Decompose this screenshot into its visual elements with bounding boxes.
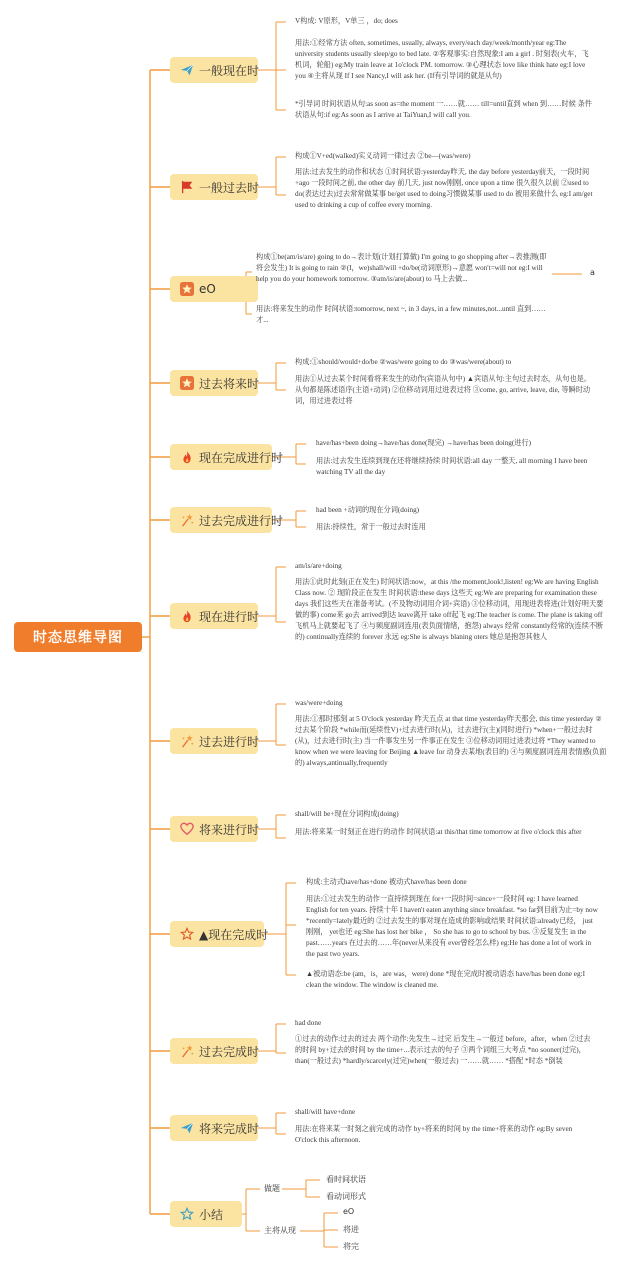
note-text: was/were+doing [295, 699, 343, 707]
sparkle-icon [180, 513, 194, 527]
branch-past-continuous[interactable] [170, 728, 258, 754]
branch-label: 一般过去时 [199, 180, 260, 195]
branch-label: eO [199, 282, 216, 296]
note-text: 构成①V+ed(walked)实义动词一律过去 ②be—(was/were) [295, 152, 471, 160]
branch-future-continuous[interactable] [170, 816, 258, 842]
star-icon [180, 282, 194, 296]
sparkle-icon [180, 1044, 194, 1058]
branch-simple-present[interactable] [170, 57, 258, 83]
summary-sub-label[interactable]: 主将从现 [264, 1226, 296, 1235]
branch-label: 过去完成时 [199, 1044, 260, 1059]
branch-label: 小结 [199, 1207, 224, 1222]
note-text: 用法:在将来某一时刻之前完成的动作 by+将来的时间 by the time+将来的动作 eg:By seven O'clock this afternoon. [295, 1125, 573, 1144]
branch-label: 将来完成时 [199, 1121, 260, 1136]
note-text: had done [295, 1019, 322, 1027]
branch-label: 过去进行时 [199, 734, 260, 749]
branch-label: ▲现在完成时 [199, 927, 269, 942]
branch-simple-future[interactable] [170, 276, 258, 302]
branch-summary[interactable] [170, 1201, 242, 1227]
note-text: 用法①从过去某个时间看将来发生的动作(宾语从句中) ▲宾语从句:主句过去时态，从句也是。从句都是陈述语序(主语+动词) ②位移动词用过进表过将 ③come, go, arrive, leave, die, 等瞬时动词，用过进表过将 [295, 375, 592, 405]
note-text: 用法:过去发生的动作和状态 ①时间状语:yesterday昨天, the day before yesterday前天，一段时间+ago 一段时间之前, the other day 前几天, just now刚刚, once upon a time 很久很久以前 ②used to do(表达过去)过去常常做某事 be/get used to doing习惯做某事 used to do 被用来做什么 eg:I am/get used to drinking a cup of coffee every morning. [295, 168, 593, 209]
branch-label: 现在完成进行时 [199, 450, 284, 465]
note-text: 用法:过去发生连续到现在还将继续持续 时间状语:all day 一整天, all morning I have been watching TV all the day [316, 457, 588, 476]
branch-label: 现在进行时 [199, 609, 260, 624]
branch-label: 一般现在时 [199, 63, 260, 78]
summary-sub-label[interactable]: 做题 [264, 1184, 280, 1193]
note-text: 用法:持续性，常于一般过去时连用 [316, 523, 426, 531]
note-text: 用法:①那时那刻 at 5 O'clock yesterday 昨天五点 at that time yesterday昨天那会, this time yesterday ②过去某个阶段 *while而(延续性V)+过去进行时(从)，过去进行(主)(同时进行) *when+一般过去时(从)，过去进行时(主) 当一件事发生另一件事正在发生 ③位移动词用过进表过将 *They wanted to know when we were leaving for Beijing ▲leave for 动身去某地(表目的) ④与频度副词连用表情感(负面的) always,antinually,frequently [295, 715, 607, 767]
note-text: 构成①be(am/is/are) going to do→表计划(计划打算做) I'm going to go shopping after→表推测(即将会发生) It is going to rain ②(I，we)shall/will +do/be(动词原形)→意愿 won't=will not eg:I will help you do your homework tomorrow. ③am/is/are(about) to 马上去做... [256, 253, 547, 283]
branch-present-perfect-continuous[interactable] [170, 444, 284, 470]
note-text: shall/will be+现在分词构成(doing) [295, 810, 399, 818]
summary-leaf[interactable]: 看时间状语 [326, 1175, 366, 1184]
note-text: ①过去的动作:过去的过去 两个动作:先发生→过完 后发生→一般过 before，after，when ②过去的时间 by+过去的时间 by the time+...表示过去的句子 ③两个词组三大考点 *no sooner(过完)，than(一般过去) *hardly/scarcely(过完)when(一般过去) 一……就…… *搭配 *时态 *倒装 [295, 1035, 591, 1065]
paper-plane-icon [180, 63, 194, 77]
note-text: ▲被动语态:be (am，is，are was，were) done *现在完成时被动语态 have/has been done eg:I clean the window. The window is cleaned me. [306, 970, 585, 989]
summary-leaf[interactable]: eO [343, 1207, 355, 1216]
branch-past-future[interactable] [170, 370, 258, 396]
star-outline-icon [180, 927, 194, 941]
summary-leaf[interactable]: 将完 [343, 1242, 359, 1251]
fire-icon [180, 450, 194, 464]
note-text: 用法①此时此刻(正在发生) 时间状语:now，at this /the moment,look!,listen! eg:We are having English Class now. ② 现阶段正在发生 时间状语:these days 这些天 eg:We are preparing for examination these days 我们这些天在准备考试。(不及物动词用介词+宾语) ③位移动词，用现进表将进(计划好明天要做的事) come来 go去 arrived到达 leave离开 take off起飞 eg:The teacher is come. The plane is taking off 飞机马上就要起飞了 ④与频度副词连用(表负面情绪，抱怨) always 经常 constantly经常的(连续不断的) continually连续的 forever 永远 eg:She is always blaning oters 她总是抱怨其他人 [295, 578, 604, 641]
branch-label: 过去完成进行时 [199, 513, 284, 528]
note-text: *引导词 时间状语从句:as soon as=the moment 一……就…… till=until直到 when 到……时候 条件状语从句:if eg:As soon as I arrive at TaiYuan,I will call you. [295, 100, 592, 119]
note-text: 构成:①should/would+do/be ②was/were going to do ③was/were(about) to [295, 358, 512, 366]
branch-present-continuous[interactable] [170, 603, 258, 629]
note-text: had been +动词的现在分词(doing) [316, 506, 420, 514]
note-text: 用法:将来某一时刻正在进行的动作 时间状语:at this/that time tomorrow at five o'clock this after [295, 828, 582, 836]
branch-label: 过去将来时 [199, 376, 260, 391]
note-text: shall/will have+done [295, 1108, 356, 1116]
branch-present-perfect[interactable] [170, 921, 269, 947]
paper-plane-icon [180, 1121, 194, 1135]
flag-icon [180, 180, 194, 194]
note-text: 用法:将来发生的动作 时间状语:tomorrow, next ~, in 3 days, in a few minutes,not...until 直到……才... [256, 305, 546, 324]
branch-simple-past[interactable] [170, 174, 258, 200]
branch-past-perfect[interactable] [170, 1038, 258, 1064]
branch-future-perfect[interactable] [170, 1115, 258, 1141]
branch-label: 将来进行时 [199, 822, 260, 837]
note-text: 构成:主动式have/has+done 被动式have/has been done [306, 878, 467, 886]
summary-leaf[interactable]: 将进 [343, 1225, 359, 1234]
heart-icon [180, 822, 194, 836]
note-text: V构成: V原形，V单三 ，do; does [295, 17, 398, 25]
root-node[interactable]: 时态思维导图 [14, 622, 142, 652]
note-text: have/has+been doing→have/has done(现完) →have/has been doing(进行) [316, 439, 532, 447]
note-text: 用法:①经常方法 often, sometimes, usually, always, every/each day/week/month/year eg:The university students usually sleep/go to bed late. ②客观事实:自然现象:I am a girl . 时刻表(火车，飞机词，轮船) eg:My train leave at 1o'clock PM. tomorrow. ③心理状态 love like think hate eg:I love you ④主将从现 If I see Nancy,I will ask her. (If有引导词的就是从句) [295, 39, 589, 80]
note-text: am/is/are+doing [295, 562, 342, 570]
sparkle-icon [180, 734, 194, 748]
summary-leaf[interactable]: 看动词形式 [326, 1192, 366, 1201]
branch-past-perfect-continuous[interactable] [170, 507, 284, 533]
note-text: 用法:①过去发生的动作一直持续到现在 for+一段时间=since+一段时间 eg: I have learned English for ten years. 持续十年 I haven't eaten anything since breakfast. *so far到目前为止=by now *recently=lately最近的 ②过去发生的事对现在造成的影响或结果 时间状语:already已经， just刚刚， yet也还 eg:She has lost her bike ， So she has to go to school by bus. ③反复发生 in the past……years 在过去的……年(never从来没有 ever曾经怎么样) eg:He has done a lot of work in the past two years. [306, 895, 598, 958]
star-outline-icon [180, 1207, 194, 1221]
extra-leaf: a [590, 268, 595, 277]
star-icon [180, 376, 194, 390]
fire-icon [180, 609, 194, 623]
